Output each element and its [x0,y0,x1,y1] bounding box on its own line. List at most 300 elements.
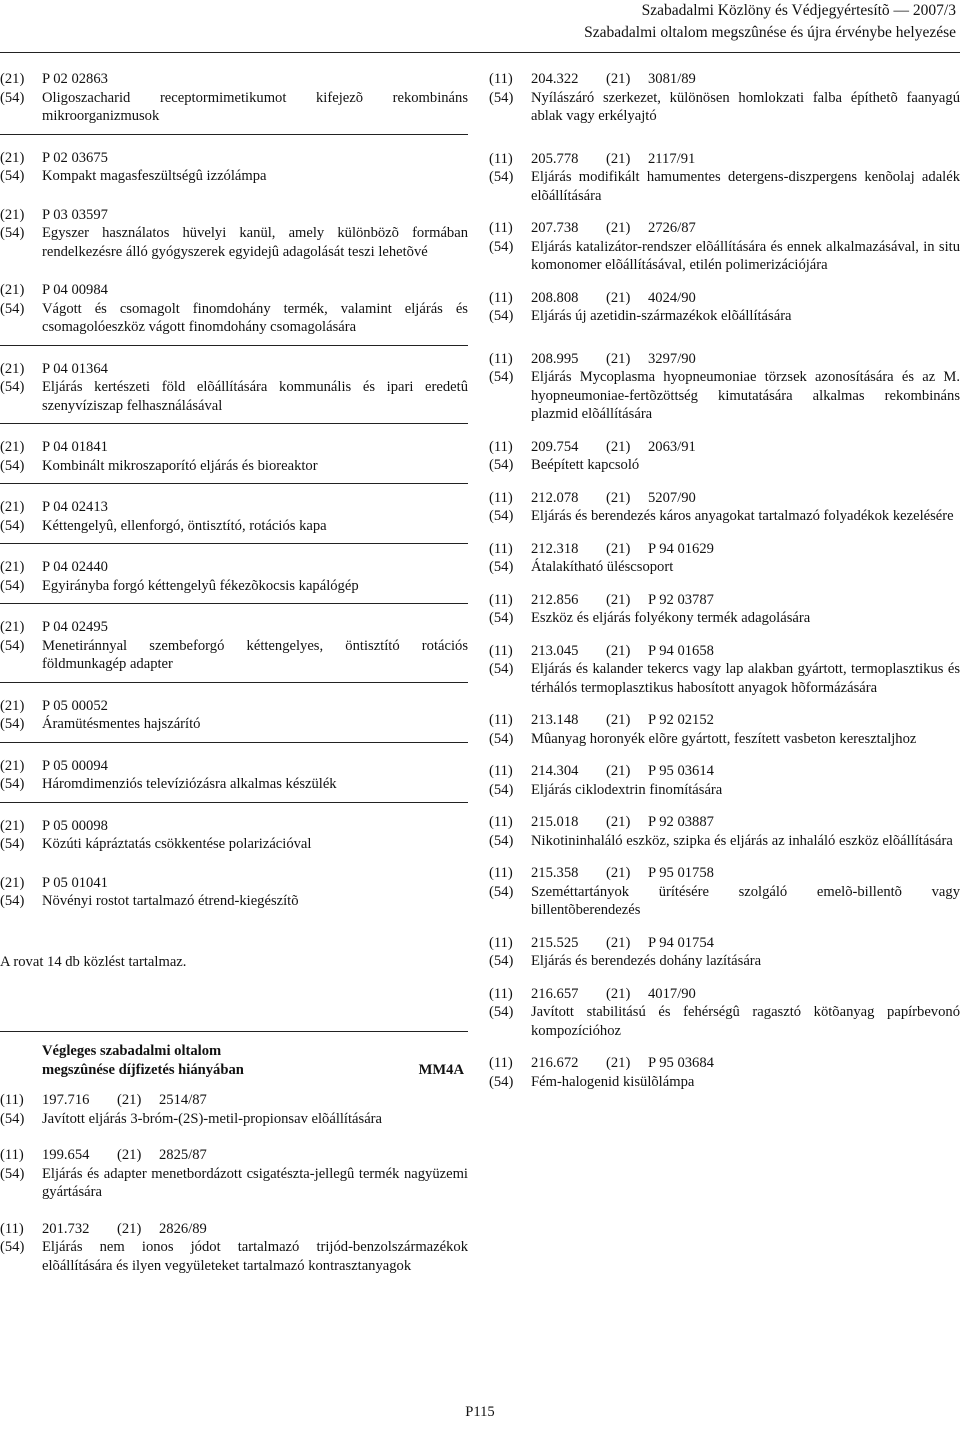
application-number: 2514/87 [159,1092,207,1108]
application-row [0,697,468,716]
application-row [0,360,468,379]
patent-entry [0,874,468,911]
patent-entry [0,817,468,854]
patent-title: Eljárás és kalander tekercs vagy lap alakban gyártott, termoplasztikus és térhálós termoplasztikus habosított anyagok hõformázására [531,661,960,696]
title-row [489,1003,960,1040]
number-row [0,1146,468,1165]
inid-code-54: (54) [0,893,25,909]
patent-number: 209.754 [531,438,579,455]
patent-entry [489,540,960,577]
patent-title: Közúti kápráztatás csökkentése polarizációval [42,836,312,852]
patent-title: Eljárás nem ionos jódot tartalmazó trijód-benzolszármazékok elõállítására és ilyen vegyületeket tartalmazó kontrasztanyagok [42,1239,468,1274]
inid-code-21: (21) [606,865,631,881]
patent-number: 212.078 [531,489,579,506]
entry-gap [489,275,960,289]
inid-code-54: (54) [0,1110,25,1127]
inid-code-54: (54) [0,300,25,317]
patent-number: 214.304 [531,763,579,779]
title-row [0,300,468,337]
inid-code-11: (11) [489,489,513,506]
patent-number: 216.672 [531,1055,579,1071]
number-row [489,864,960,883]
patent-title: Eljárás és berendezés káros anyagokat tartalmazó folyadékok kezelésére [531,508,954,524]
entry-gap [489,748,960,762]
inid-code-21: (21) [117,1092,142,1108]
application-number: P 04 02413 [42,499,108,515]
inid-code-21: (21) [0,499,25,515]
patent-title: Mûanyag horonyék elõre gyártott, feszített vasbeton keresztaljhoz [531,730,917,747]
patent-title: Áramütésmentes hajszárító [42,716,201,732]
application-number: P 04 02495 [42,619,108,635]
inid-code-11: (11) [489,438,513,455]
application-number: P 95 03684 [648,1055,714,1071]
application-number: P 05 01041 [42,874,108,891]
title-row [489,238,960,275]
left-column [0,70,468,1293]
title-row [489,609,960,628]
inid-code-11: (11) [489,934,513,951]
patent-title: Háromdimenziós televíziózásra alkalmas készülék [42,776,337,792]
number-row [489,289,960,308]
inid-code-54: (54) [489,781,514,798]
inid-code-21: (21) [0,282,25,298]
entry-gap [0,862,468,874]
patent-entry [0,1091,468,1128]
application-number: P 05 00098 [42,817,108,834]
application-row [0,618,468,637]
inid-code-21: (21) [606,220,631,236]
title-row [489,456,960,475]
patent-entry [0,757,468,794]
inid-code-54: (54) [0,457,25,474]
application-number: P 02 02863 [42,71,108,87]
inid-code-21: (21) [117,1220,142,1237]
application-number: P 02 03675 [42,149,108,166]
patent-number: 215.358 [531,865,579,881]
number-row [489,813,960,832]
patent-number: 212.318 [531,540,579,557]
application-row [0,558,468,577]
inid-code-21: (21) [606,489,631,506]
inid-code-54: (54) [489,457,514,473]
entry-divider [0,543,468,544]
application-number: P 92 03887 [648,814,714,830]
patent-title: Nyílászáró szerkezet, különösen homlokzati falba építhetõ faanyagú ablak vagy erkélyajtó [531,89,960,124]
patent-title: Eljárás kertészeti föld elõállítására kommunális és ipari eredetû szenyvíziszap felhasználásával [42,379,468,414]
application-number: P 05 00094 [42,757,108,774]
patent-entry [489,70,960,126]
title-row [489,368,960,424]
application-number: 2825/87 [159,1147,207,1163]
patent-entry [489,813,960,850]
inid-code-21: (21) [606,591,631,608]
inid-code-54: (54) [489,508,514,524]
patent-title: Eszköz és eljárás folyékony termék adagolására [531,610,811,626]
title-row [489,89,960,126]
patent-title: Vágott és csomagolt finomdohány termék, valamint eljárás és csomagolóeszköz vágott finomdohány csomagolására [42,300,468,335]
patent-number: 207.738 [531,220,579,236]
inid-code-21: (21) [606,289,631,306]
patent-entry [0,498,468,535]
inid-code-21: (21) [606,814,631,830]
entry-divider [0,802,468,803]
application-number: 2726/87 [648,220,696,236]
number-row [489,985,960,1004]
entry-gap [489,424,960,438]
patent-title: Szeméttartányok ürítésére szolgáló emelõ-billentõ vagy billentõberendezés [531,883,960,918]
mm4a-section [0,1031,468,1275]
entry-gap [489,205,960,219]
inid-code-11: (11) [489,350,513,367]
patent-entry [0,558,468,595]
patent-title: Eljárás és adapter menetbordázott csigatészta-jellegû termék nagyüzemi gyártására [42,1165,468,1200]
patent-entry [0,1220,468,1276]
patent-title: Javított eljárás 3-bróm-(2S)-metil-propionsav elõállítására [42,1110,383,1127]
entry-gap [489,850,960,864]
inid-code-11: (11) [489,985,513,1002]
inid-code-54: (54) [0,517,25,534]
patent-entry [489,985,960,1041]
patent-title: Kéttengelyû, ellenforgó, öntisztító, rotációs kapa [42,517,327,534]
inid-code-54: (54) [0,577,25,594]
inid-code-54: (54) [0,225,25,241]
inid-code-54: (54) [489,1004,514,1020]
title-row [0,835,468,854]
inid-code-54: (54) [0,1239,25,1255]
application-number: 2063/91 [648,438,696,455]
inid-code-54: (54) [489,730,514,747]
patent-entry [0,697,468,734]
title-row [0,892,468,911]
patent-entry [489,350,960,424]
entry-divider [0,603,468,604]
application-row [0,70,468,89]
entry-divider [0,423,468,424]
inid-code-11: (11) [489,763,513,779]
inid-code-54: (54) [489,661,514,677]
application-row [0,438,468,457]
title-row [489,730,960,749]
inid-code-54: (54) [0,379,25,395]
title-row [0,1165,468,1202]
patent-entry [489,762,960,799]
patent-number: 212.856 [531,591,579,608]
patent-number: 215.525 [531,934,579,951]
title-row [0,577,468,596]
number-row [489,642,960,661]
inid-code-11: (11) [489,712,513,728]
inid-code-54: (54) [0,1165,25,1182]
entry-gap [489,126,960,150]
patent-entry [489,150,960,206]
application-number: P 04 00984 [42,282,108,298]
patent-entry [489,219,960,275]
patent-entry [0,281,468,337]
patent-entry [489,591,960,628]
patent-entry [0,360,468,416]
inid-code-11: (11) [489,865,513,881]
inid-code-54: (54) [489,883,514,900]
patent-title: Menetiránnyal szembeforgó kéttengelyes, öntisztító rotációs földmunkagép adapter [42,637,468,672]
inid-code-21: (21) [0,439,25,455]
title-row [489,660,960,697]
title-row [0,224,468,261]
patent-entry [489,864,960,920]
number-row [0,1091,468,1110]
section-title: Szabadalmi oltalom megszûnése és újra érvénybe helyezése [584,24,956,41]
application-number: P 95 01758 [648,865,714,881]
inid-code-21: (21) [606,712,631,728]
entry-gap [0,194,468,206]
application-number: P 04 01364 [42,360,108,377]
inid-code-54: (54) [0,637,25,654]
patent-title: Egyszer használatos hüvelyi kanül, amely különbözõ formában rendelkezésre álló gyógyszerek egyidejû adagolását teszi lehetõvé [42,225,468,260]
patent-number: 208.995 [531,350,579,367]
patent-number: 213.148 [531,712,579,728]
title-row [0,715,468,734]
application-number: 4024/90 [648,289,696,306]
application-number: 3297/90 [648,350,696,367]
inid-code-11: (11) [0,1092,24,1108]
patent-entry [489,711,960,748]
inid-code-54: (54) [489,559,514,575]
number-row [0,1220,468,1239]
title-row [489,558,960,577]
patent-number: 204.322 [531,71,579,87]
inid-code-21: (21) [606,540,631,557]
application-number: P 92 03787 [648,591,714,608]
title-row [489,507,960,526]
number-row [489,934,960,953]
number-row [489,150,960,169]
patent-entry [489,289,960,326]
inid-code-54: (54) [489,832,514,849]
inid-code-21: (21) [0,874,25,891]
entry-gap [489,697,960,711]
patent-number: 213.045 [531,642,579,659]
application-number: P 92 02152 [648,712,714,728]
application-number: P 04 02440 [42,559,108,575]
entry-gap [489,526,960,540]
entry-divider [0,742,468,743]
inid-code-54: (54) [489,308,514,324]
application-row [0,874,468,893]
mm4a-title-line1: Végleges szabadalmi oltalom [42,1043,222,1059]
application-number: P 05 00052 [42,697,108,714]
number-row [489,350,960,369]
inid-code-54: (54) [0,89,25,106]
entry-divider [0,345,468,346]
inid-code-21: (21) [0,757,25,774]
inid-code-11: (11) [489,220,513,236]
number-row [489,219,960,238]
patent-entry [0,1146,468,1202]
application-row [0,206,468,225]
inid-code-11: (11) [489,642,513,659]
journal-title: Szabadalmi Közlöny és Védjegyértesítõ — 2007/3 [641,2,956,19]
patent-title: Egyirányba forgó kéttengelyû fékezõkocsis kapálógép [42,577,359,594]
entry-divider [0,134,468,135]
inid-code-54: (54) [0,168,25,184]
inid-code-54: (54) [489,89,514,106]
title-row [489,832,960,851]
entry-gap [489,799,960,813]
title-row [489,781,960,800]
number-row [489,762,960,781]
patent-entry [489,934,960,971]
application-number: 3081/89 [648,71,696,87]
inid-code-21: (21) [0,149,25,166]
patent-title: Fém-halogenid kisülõlámpa [531,1073,695,1090]
patent-entry [0,149,468,186]
patent-entry [0,618,468,674]
inid-code-21: (21) [0,360,25,377]
number-row [489,711,960,730]
number-row [489,70,960,89]
inid-code-11: (11) [489,71,513,87]
inid-code-11: (11) [489,591,513,608]
patent-title: Kombinált mikroszaporító eljárás és bioreaktor [42,457,318,474]
patent-number: 215.018 [531,814,579,830]
application-number: P 94 01629 [648,540,714,557]
inid-code-54: (54) [489,1073,514,1090]
application-number: 2117/91 [648,150,696,167]
title-row [489,1073,960,1092]
application-number: P 04 01841 [42,439,108,455]
title-row [0,775,468,794]
number-row [489,489,960,508]
application-number: P 94 01658 [648,642,714,659]
application-number: P 03 03597 [42,206,108,223]
inid-code-21: (21) [0,619,25,635]
inid-code-21: (21) [606,438,631,455]
inid-code-54: (54) [489,369,514,385]
title-row [489,883,960,920]
application-row [0,817,468,836]
application-number: P 94 01754 [648,934,714,951]
patent-entry [489,489,960,526]
title-row [489,952,960,971]
entry-divider [0,682,468,683]
entry-gap [489,920,960,934]
title-row [0,517,468,536]
entry-gap [489,628,960,642]
inid-code-21: (21) [606,350,631,367]
patent-title: Eljárás katalizátor-rendszer elõállítására és ennek alkalmazásával, in situ komonomer elõállításával, etilén polimerizációjára [531,238,960,273]
patent-title: Oligoszacharid receptormimetikumot kifejezõ rekombináns mikroorganizmusok [42,89,468,124]
entry-gap [489,475,960,489]
entry-gap [489,577,960,591]
inid-code-11: (11) [0,1220,24,1237]
patent-title: Eljárás új azetidin-származékok elõállítására [531,308,792,324]
patent-title: Eljárás modifikált hamumentes detergens-diszpergens kenõolaj adalék elõállítására [531,169,960,204]
application-number: 5207/90 [648,489,696,506]
patent-number: 197.716 [42,1092,90,1108]
inid-code-11: (11) [489,1055,513,1071]
title-row [489,307,960,326]
inid-code-21: (21) [0,697,25,714]
number-row [489,540,960,559]
patent-title: Nikotininhaláló eszköz, szipka és eljárás az inhaláló eszköz elõállítására [531,832,953,849]
patent-title: Kompakt magasfeszültségû izzólámpa [42,168,267,184]
title-row [0,89,468,126]
patent-entry [0,70,468,126]
inid-code-21: (21) [606,150,631,167]
entry-gap [489,971,960,985]
application-row [0,149,468,168]
header-divider [0,52,960,53]
title-row [0,378,468,415]
title-row [0,1238,468,1275]
patent-number: 205.778 [531,150,579,167]
patent-title: Eljárás Mycoplasma hyopneumoniae törzsek azonosítására és az M. hyopneumoniae-fertõzöttség kimutatására alkalmas rekombináns plazmid elõállítására [531,369,960,422]
page-number: P115 [465,1404,495,1420]
inid-code-11: (11) [0,1147,24,1163]
inid-code-21: (21) [606,763,631,779]
inid-code-21: (21) [606,1055,631,1071]
inid-code-54: (54) [0,776,25,792]
patent-number: 208.808 [531,289,579,306]
inid-code-11: (11) [489,150,513,167]
mm4a-code: MM4A [418,1061,464,1078]
patent-number: 201.732 [42,1220,90,1237]
inid-code-11: (11) [489,289,513,306]
number-row [489,591,960,610]
application-number: 4017/90 [648,985,696,1002]
patent-entry [0,438,468,475]
title-row [0,457,468,476]
title-row [0,637,468,674]
number-row [489,438,960,457]
entry-divider [0,483,468,484]
inid-code-11: (11) [489,540,513,557]
patent-entry [489,438,960,475]
patent-entry [0,206,468,262]
patent-title: Javított stabilitású és fehérségû ragasztó kötõanyag papírbevonó kompozícióhoz [531,1004,960,1039]
patent-number: 199.654 [42,1147,90,1163]
inid-code-21: (21) [606,934,631,951]
number-row [489,1054,960,1073]
patent-title: Átalakítható üléscsoport [531,559,674,575]
patent-title: Eljárás és berendezés dohány lazítására [531,953,762,969]
inid-code-21: (21) [606,642,631,659]
application-row [0,281,468,300]
title-row [0,167,468,186]
inid-code-54: (54) [489,610,514,626]
patent-entry [489,1054,960,1091]
mm4a-heading-text [42,1042,244,1079]
inid-code-21: (21) [117,1147,142,1163]
inid-code-21: (21) [606,985,631,1002]
right-column [489,70,960,1091]
inid-code-54: (54) [0,836,25,852]
inid-code-21: (21) [0,817,25,834]
application-number: P 95 03614 [648,763,714,779]
inid-code-21: (21) [0,559,25,575]
patent-title: Növényi rostot tartalmazó étrend-kiegészítõ [42,893,299,909]
inid-code-11: (11) [489,814,513,830]
application-number: 2826/89 [159,1220,207,1237]
inid-code-54: (54) [0,716,25,732]
patent-title: Eljárás ciklodextrin finomítására [531,781,723,798]
inid-code-54: (54) [489,238,514,255]
section-count-notice: A rovat 14 db közlést tartalmaz. [0,953,187,970]
entry-gap [489,326,960,350]
mm4a-heading [0,1042,468,1079]
application-row [0,757,468,776]
entry-gap [489,1040,960,1054]
entry-gap [0,919,468,931]
